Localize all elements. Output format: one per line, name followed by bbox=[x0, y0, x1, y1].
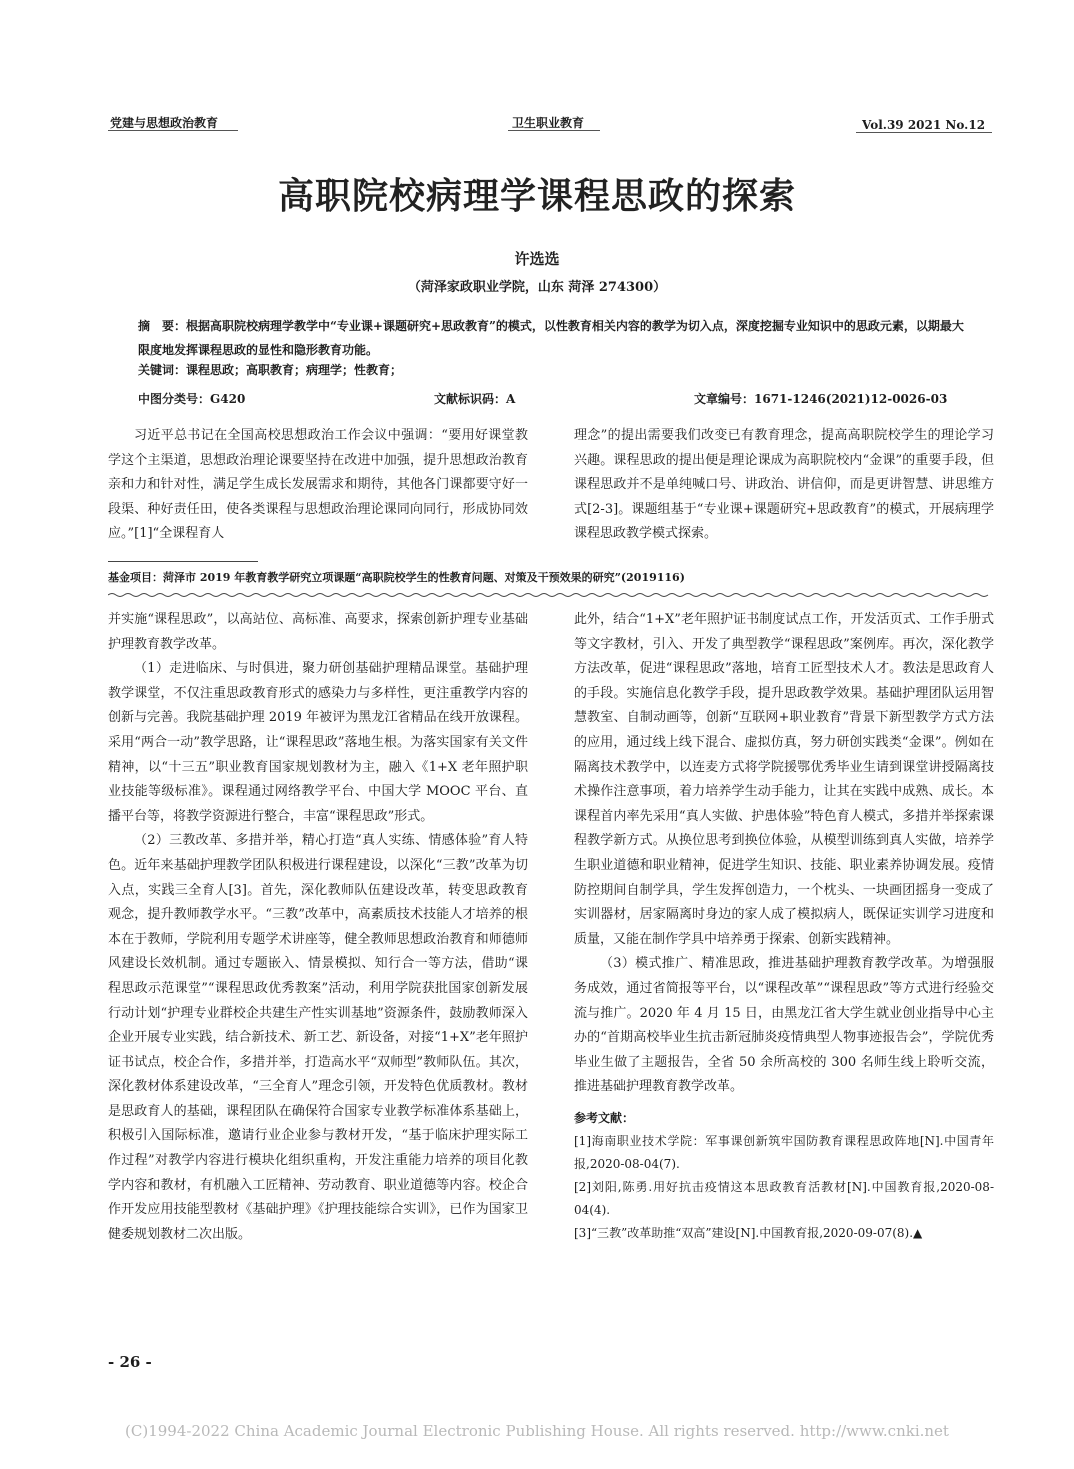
reference-item: [3]“三教”改革助推“双高”建设[N].中国教育报,2020-09-07(8).▲ bbox=[574, 1226, 923, 1241]
article-title: 高职院校病理学课程思政的探索 bbox=[277, 176, 796, 217]
document-code: 文献标识码：A bbox=[434, 392, 516, 406]
copyright-notice: (C)1994-2022 China Academic Journal Electronic Publishing House. All rights reserved. http://www.cnki.net bbox=[125, 1422, 949, 1440]
wavy-separator bbox=[108, 592, 992, 598]
footnote-rule bbox=[108, 561, 258, 562]
fund-footnote: 基金项目：菏泽市 2019 年教育教学研究立项课题“高职院校学生的性教育问题、对策及干预效果的研究”(2019116) bbox=[108, 571, 685, 584]
body-left-column bbox=[108, 608, 528, 1247]
keywords bbox=[138, 361, 968, 378]
author-name: 许选选 bbox=[514, 250, 560, 268]
references-heading: 参考文献： bbox=[574, 1110, 635, 1125]
body-paragraph: 此外，结合“1+X”老年照护证书制度试点工作，开发活页式、工作手册式等文字教材，引入、开发了典型教学“课程思政”案例库。再次，深化教学方法改革，促进“课程思政”落地，培育工匠型技术人才。教法是思政育人的手段。实施信息化教学手段，提升思政教学效果。基础护理团队运用智慧教室、自制动画等，创新“互联网+职业教育”背景下新型教学方式方法的应用，通过线上线下混合、虚拟仿真，努力研创实践类“金课”。例如在隔离技术教学中，以连麦方式将学院援鄂优秀毕业生请到课堂讲授隔离技术操作注意事项，着力培养学生动手能力，让其在实践中成熟、成长。本课程首内率先采用“真人实做、护患体验”特色育人模式，多措并举探索课程教学新方式。从换位思考到换位体验，从模型训练到真人实做，培养学生职业道德和职业精神，促进学生知识、技能、职业素养协调发展。疫情防控期间自制学具，学生发挥创造力，一个枕头、一块画团摇身一变成了实训器材，居家隔离时身边的家人成了模拟病人，既保证实训学习进度和质量，又能在制作学具中培养勇于探索、创新实践精神。 bbox=[574, 612, 994, 947]
header-rule-right bbox=[856, 132, 992, 133]
page-number: - 26 - bbox=[108, 1353, 152, 1371]
running-header-journal: 卫生职业教育 bbox=[512, 116, 585, 130]
abstract-text: 根据高职院校病理学教学中“专业课+课题研究+思政教育”的模式，以性教育相关内容的教学为切入点，深度挖掘专业知识中的思政元素，以期最大限度地发挥课程思政的显性和隐形教育功能。 bbox=[138, 319, 964, 357]
running-header-volume: Vol.39 2021 No.12 bbox=[862, 118, 986, 132]
body-paragraph: 并实施“课程思政”，以高站位、高标准、高要求，探索创新护理专业基础护理教育教学改革。 bbox=[108, 612, 528, 652]
article-number: 文章编号：1671-1246(2021)12-0026-03 bbox=[694, 392, 948, 406]
header-rule-center bbox=[508, 130, 600, 131]
body-paragraph: （1）走进临床、与时俱进，聚力研创基础护理精品课堂。基础护理教学课堂，不仅注重思政教育形式的感染力与多样性，更注重教学内容的创新与完善。我院基础护理 2019 年被评为黑龙江省精品在线开放课程。采用“两合一动”教学思路，让“课程思政”落地生根。为落实国家有关文件精神，以“十三五”职业教育国家规划教材为主，融入《1+X 老年照护职业技能等级标准》。课程通过网络教学平台、中国大学 MOOC 平台、直播平台等，将教学资源进行整合，丰富“课程思政”形式。 bbox=[108, 661, 528, 824]
header-rule-left bbox=[108, 130, 238, 131]
intro-right-column bbox=[574, 424, 994, 547]
reference-item: [2]刘阳,陈勇.用好抗击疫情这本思政教育活教材[N].中国教育报,2020-08-04(4). bbox=[574, 1180, 994, 1218]
clc-number: 中图分类号：G420 bbox=[138, 392, 246, 406]
abstract bbox=[138, 314, 968, 362]
body-paragraph: （3）模式推广、精准思政，推进基础护理教育教学改革。为增强服务成效，通过省简报等平台，以“课程改革”“课程思政”等方式进行经验交流与推广。2020 年 4 月 15 日，由黑龙江省大学生就业创业指导中心主办的“首期高校毕业生抗击新冠肺炎疫情典型人物事迹报告会”，学院优秀毕业生做了主题报告，全省 50 余所高校的 300 名师生线上聆听交流，推进基础护理教育教学改革。 bbox=[574, 956, 994, 1095]
body-right-column bbox=[574, 608, 994, 1245]
keywords-text: 课程思政；高职教育；病理学；性教育； bbox=[186, 363, 403, 377]
intro-paragraph-right: 理念”的提出需要我们改变已有教育理念，提高高职院校学生的理论学习兴趣。课程思政的提出便是理论课成为高职院校内“金课”的重要手段，但课程思政并不是单纯喊口号、讲政治、讲信仰，而是更讲智慧、讲思维方式[2-3]。课题组基于“专业课+课题研究+思政教育”的模式，开展病理学课程思政教学模式探索。 bbox=[574, 428, 994, 542]
author-affiliation: （菏泽家政职业学院，山东 菏泽 274300） bbox=[407, 280, 667, 295]
intro-paragraph-left: 习近平总书记在全国高校思想政治工作会议中强调：“要用好课堂教学这个主渠道，思想政治理论课要坚持在改进中加强，提升思想政治教育亲和力和针对性，满足学生成长发展需求和期待，其他各门课都要守好一段渠、种好责任田，使各类课程与思想政治理论课同向同行，形成协同效应。”[1]“全课程育人 bbox=[108, 428, 528, 542]
reference-item: [1]海南职业技术学院：军事课创新筑牢国防教育课程思政阵地[N].中国青年报,2020-08-04(7). bbox=[574, 1134, 994, 1172]
intro-left-column bbox=[108, 424, 528, 547]
keywords-label: 关键词： bbox=[138, 363, 187, 377]
body-paragraph: （2）三教改革、多措并举，精心打造“真人实练、情感体验”育人特色。近年来基础护理教学团队积极进行课程建设，以深化“三教”改革为切入点，实践三全育人[3]。首先，深化教师队伍建设改革，转变思政教育观念，提升教师教学水平。“三教”改革中，高素质技术技能人才培养的根本在于教师，学院利用专题学术讲座等，健全教师思想政治教育和师德师风建设长效机制。通过专题嵌入、情景模拟、知行合一等方法，借助“课程思政示范课堂”“课程思政优秀教案”活动，利用学院获批国家创新发展行动计划“护理专业群校企共建生产性实训基地”资源条件，鼓励教师深入企业开展专业实践，结合新技术、新工艺、新设备，对接“1+X”老年照护证书试点，校企合作，多措并举，打造高水平“双师型”教师队伍。其次，深化教材体系建设改革，“三全育人”理念引领，开发特色优质教材。教材是思政育人的基础，课程团队在确保符合国家专业教学标准体系基础上，积极引入国际标准，邀请行业企业参与教材开发，“基于临床护理实际工作过程”对教学内容进行模块化组织重构，开发注重能力培养的项目化教学内容和教材，有机融入工匠精神、劳动教育、职业道德等内容。校企合作开发应用技能型教材《基础护理》《护理技能综合实训》，已作为国家卫健委规划教材二次出版。 bbox=[108, 833, 528, 1242]
running-header-section: 党建与思想政治教育 bbox=[110, 116, 219, 130]
abstract-label: 摘 要： bbox=[138, 319, 187, 333]
